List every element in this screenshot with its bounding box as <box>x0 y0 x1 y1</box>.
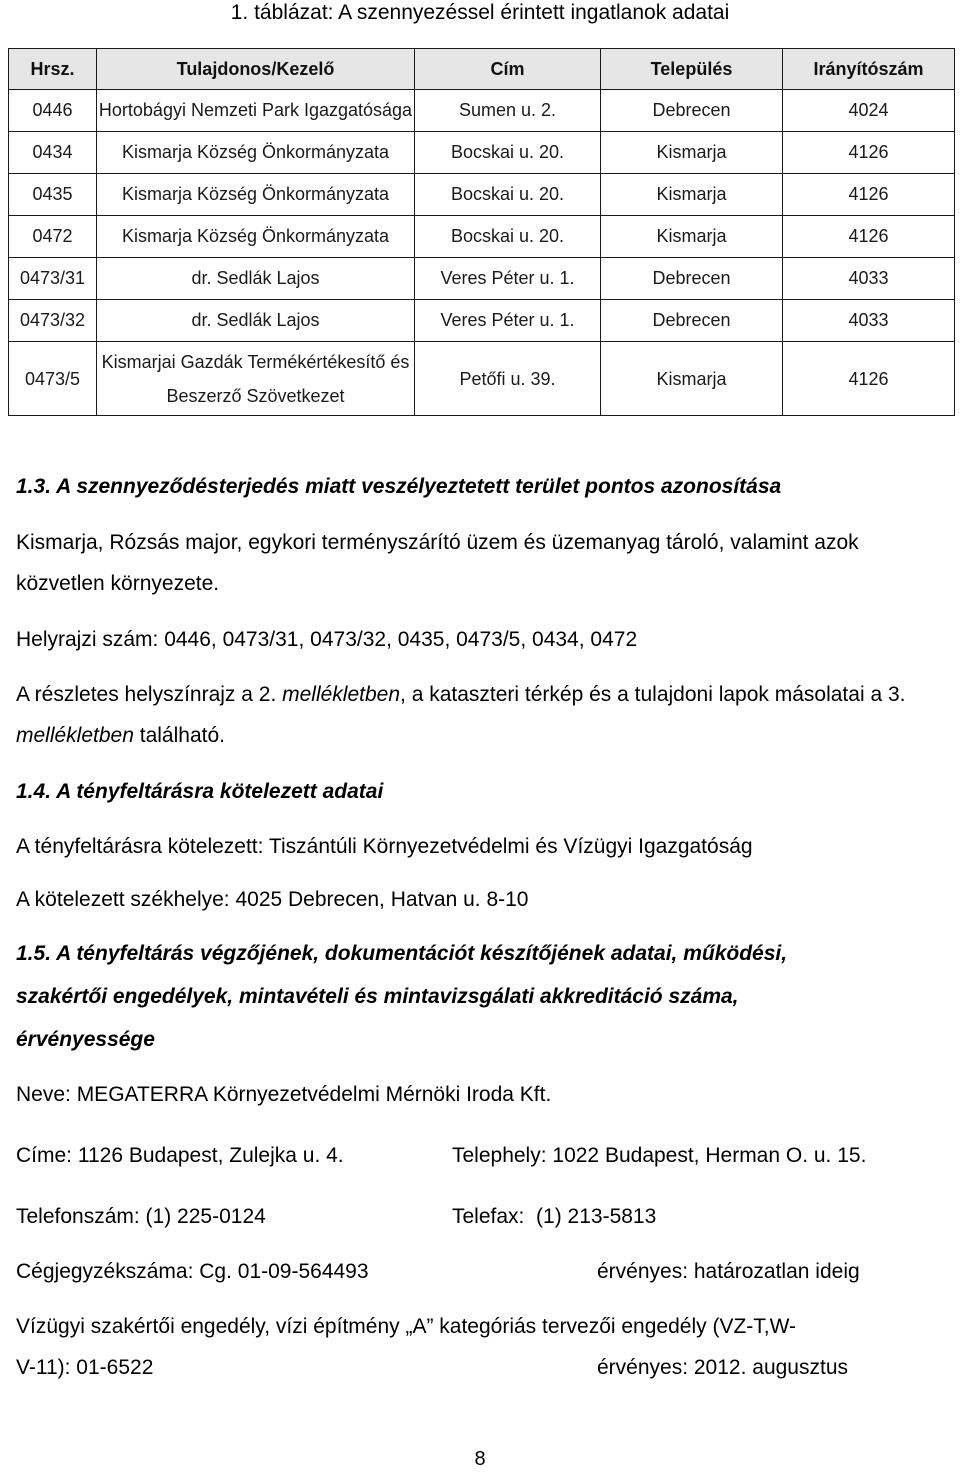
cell-hrsz: 0473/5 <box>9 342 97 416</box>
table-row <box>9 300 955 342</box>
permit-text: Vízügyi szakértői engedély, vízi építmény „A” kategóriás tervezői engedély (VZ-T,W- <box>16 1315 797 1338</box>
permit-number: V-11): 01-6522 <box>16 1356 154 1379</box>
company-site: Telephely: 1022 Budapest, Herman O. u. 15. <box>452 1144 867 1167</box>
company-name: Neve: MEGATERRA Környezetvédelmi Mérnöki Iroda Kft. <box>16 1083 552 1106</box>
column-header-owner: Tulajdonos/Kezelő <box>97 49 415 90</box>
section-title: A tényfeltárás végzőjének, dokumentációt készítőjének adatai, működési, <box>56 942 788 965</box>
table-caption: 1. táblázat: A szennyezéssel érintett ingatlanok adatai <box>230 1 730 24</box>
table-row <box>9 90 955 132</box>
section-title: A tényfeltárásra kötelezett adatai <box>56 780 384 803</box>
cell-zip: 4126 <box>783 174 955 216</box>
paragraph <box>16 674 946 756</box>
registration-validity: érvényes: határozatlan ideig <box>597 1260 860 1283</box>
section-heading-1-3 <box>16 474 781 500</box>
cell-owner-line: Beszerző Szövetkezet <box>166 385 345 406</box>
table-row <box>9 258 955 300</box>
column-header-zip: Irányítószám <box>783 49 955 90</box>
permit-validity: érvényes: 2012. augusztus <box>597 1356 848 1379</box>
company-fax: Telefax: (1) 213-5813 <box>452 1205 657 1228</box>
company-registration: Cégjegyzékszáma: Cg. 01-09-564493 <box>16 1260 369 1283</box>
column-header-hrsz: Hrsz. <box>9 49 97 90</box>
annex-reference: mellékletben <box>282 683 401 706</box>
cell-town: Debrecen <box>601 90 783 132</box>
cell-address: Veres Péter u. 1. <box>415 300 601 342</box>
cell-address: Bocskai u. 20. <box>415 216 601 258</box>
section-number: 1.5. <box>16 942 52 965</box>
cell-town: Debrecen <box>601 300 783 342</box>
cell-address: Veres Péter u. 1. <box>415 258 601 300</box>
cell-town: Kismarja <box>601 216 783 258</box>
section-title: A szennyeződésterjedés miatt veszélyeztetett terület pontos azonosítása <box>56 475 782 498</box>
section-number: 1.3. <box>16 475 52 498</box>
cell-hrsz: 0434 <box>9 132 97 174</box>
cell-zip: 4033 <box>783 258 955 300</box>
cell-owner: Kismarja Község Önkormányzata <box>97 216 415 258</box>
cell-owner: dr. Sedlák Lajos <box>97 300 415 342</box>
cell-owner: Kismarja Község Önkormányzata <box>97 174 415 216</box>
text-run: A részletes helyszínrajz a 2. <box>16 683 283 706</box>
cell-owner: dr. Sedlák Lajos <box>97 258 415 300</box>
text-run: található. <box>133 724 225 747</box>
section-title-line: érvényessége <box>16 1028 155 1051</box>
cell-zip: 4033 <box>783 300 955 342</box>
cell-hrsz: 0446 <box>9 90 97 132</box>
paragraph: A tényfeltárásra kötelezett: Tiszántúli Környezetvédelmi és Vízügyi Igazgatóság <box>16 835 753 858</box>
cell-zip: 4126 <box>783 342 955 416</box>
cell-town: Debrecen <box>601 258 783 300</box>
text-run: , a kataszteri térkép és a tulajdoni lapok másolatai a 3. <box>400 683 906 706</box>
cell-hrsz: 0473/31 <box>9 258 97 300</box>
cell-zip: 4126 <box>783 216 955 258</box>
cell-town: Kismarja <box>601 342 783 416</box>
cell-zip: 4024 <box>783 90 955 132</box>
section-number: 1.4. <box>16 780 52 803</box>
cell-owner-line: Kismarjai Gazdák Termékértékesítő és <box>101 351 410 372</box>
cell-town: Kismarja <box>601 132 783 174</box>
cell-owner: Hortobágyi Nemzeti Park Igazgatósága <box>97 90 415 132</box>
page-number: 8 <box>474 1448 486 1470</box>
cell-owner <box>97 342 415 416</box>
cell-address: Petőfi u. 39. <box>415 342 601 416</box>
cell-zip: 4126 <box>783 132 955 174</box>
column-header-address: Cím <box>415 49 601 90</box>
cell-owner: Kismarja Község Önkormányzata <box>97 132 415 174</box>
cell-address: Sumen u. 2. <box>415 90 601 132</box>
annex-reference: mellékletben <box>16 724 134 747</box>
table-row <box>9 216 955 258</box>
paragraph: Kismarja, Rózsás major, egykori terményszárító üzem és üzemanyag tároló, valamint azok közvetlen környezete. <box>16 531 859 595</box>
cell-address: Bocskai u. 20. <box>415 132 601 174</box>
section-heading-1-5 <box>16 941 787 967</box>
company-phone: Telefonszám: (1) 225-0124 <box>16 1205 266 1228</box>
cell-town: Kismarja <box>601 174 783 216</box>
cell-address: Bocskai u. 20. <box>415 174 601 216</box>
table-header-row <box>9 49 955 90</box>
table-row <box>9 132 955 174</box>
cell-hrsz: 0435 <box>9 174 97 216</box>
paragraph: A kötelezett székhelye: 4025 Debrecen, Hatvan u. 8-10 <box>16 888 529 911</box>
company-address: Címe: 1126 Budapest, Zulejka u. 4. <box>16 1144 344 1167</box>
table-row <box>9 174 955 216</box>
section-title-line: szakértői engedélyek, mintavételi és mintavizsgálati akkreditáció száma, <box>16 985 739 1008</box>
property-table <box>8 48 955 416</box>
section-heading-1-4 <box>16 779 383 805</box>
column-header-town: Település <box>601 49 783 90</box>
paragraph: Helyrajzi szám: 0446, 0473/31, 0473/32, 0435, 0473/5, 0434, 0472 <box>16 628 638 651</box>
cell-hrsz: 0472 <box>9 216 97 258</box>
cell-hrsz: 0473/32 <box>9 300 97 342</box>
table-row <box>9 342 955 416</box>
